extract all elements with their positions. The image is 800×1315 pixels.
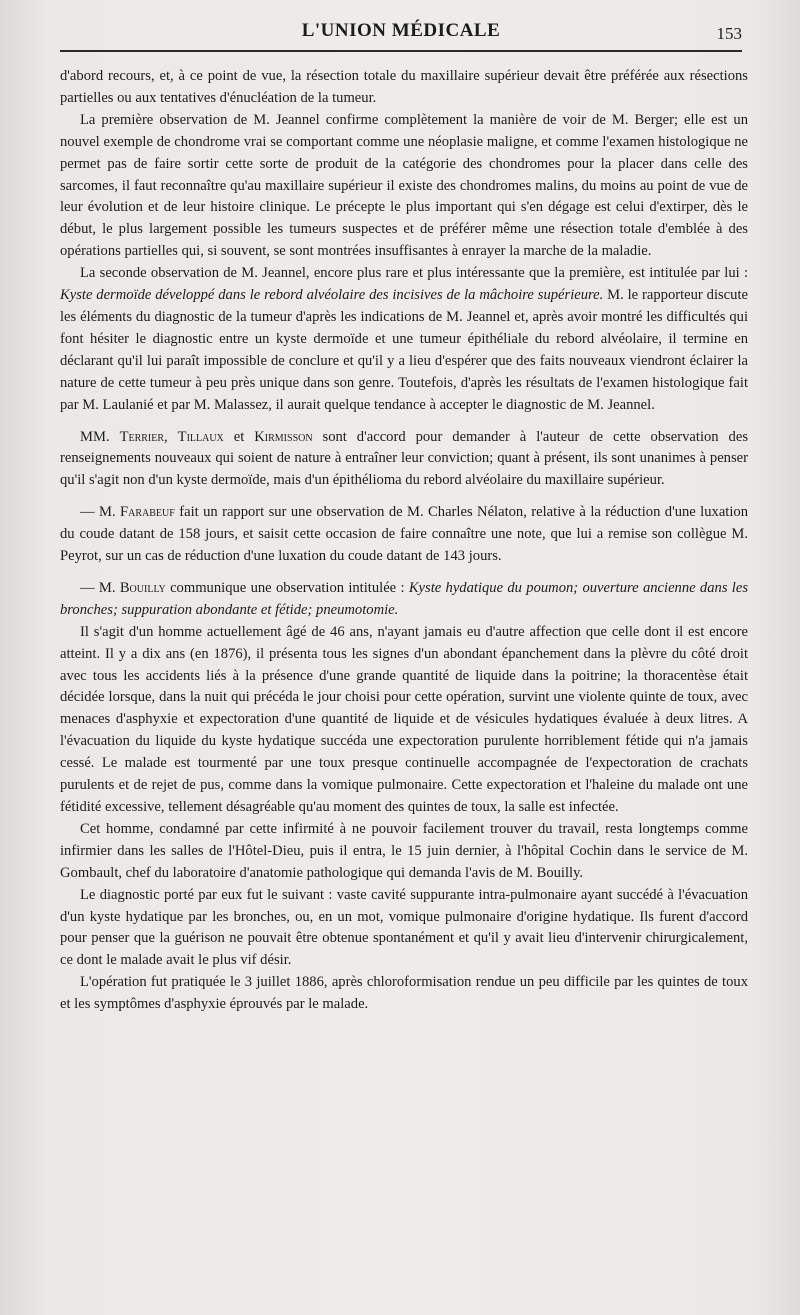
observation-title: Kyste dermoïde développé dans le rebord alvéolaire des incisives de la mâchoire supérieure. <box>60 287 604 304</box>
paragraph-4 <box>60 427 748 493</box>
paragraph-5-rest: fait un rapport sur une observation de M. Charles Nélaton, relative à la réduction d'une luxation du coude datant de 158 jours, et saisit cette occasion de faire connaître une note, que lui a remise son collègue M. Peyrot, sur un cas de réduction d'une luxation du coude datant de 143 jours. <box>60 504 749 565</box>
paragraph-7: Il s'agit d'un homme actuellement âgé de 46 ans, n'ayant jamais eu d'autre affection que celle dont il est encore atteint. Il y a dix ans (en 1876), il présenta tous les signes d'un abondant épanchement dans la plèvre du côté droit avec tous les accidents liés à la présence d'une grande quantité de liquide dans la poitrine; la thoracentèse était décidée lorsque, dans la nuit qui précéda le jour choisi pour cette opération, survint une violente quinte de toux, avec menaces d'asphyxie et expectoration d'une quantité de liquide et de vésicules hydatiques évaluée à deux litres. A l'évacuation du liquide du kyste hydatique succéda une expectoration purulente horriblement fétide qui n'a jamais cessé. Le malade est tourmenté par une toux presque continuelle accompagnée de l'expectoration de crachats purulents et de rejet de pus, comme dans la vomique pulmonaire. Cette expectoration et l'haleine du malade ont une fétidité excessive, tellement désagréable qu'au moment des quintes de toux, la salle est infectée. <box>60 623 748 815</box>
author-kirmisson: Kirmisson <box>254 428 313 445</box>
article-body <box>60 66 748 1016</box>
page-number: 153 <box>716 24 742 43</box>
paragraph-5-prefix: — M. <box>80 504 121 521</box>
paragraph-8: Cet homme, condamné par cette infirmité à ne pouvoir facilement trouver du travail, resta longtemps comme infirmier dans les salles de l'Hôtel-Dieu, puis il entra, le 15 juin dernier, à l'hôpital Cochin dans le service de M. Gombault, chef du laboratoire d'anatomie pathologique qui demanda l'avis de M. Bouilly. <box>60 820 748 881</box>
paragraph-6-prefix: — M. <box>80 579 120 596</box>
paragraph-2: La première observation de M. Jeannel confirme complètement la manière de voir de M. Berger; elle est un nouvel exemple de chondrome vrai se comportant comme une néoplasie maligne, et comme l'examen histologique ne permet pas de faire sortir cette sorte de produit de la catégorie des chondromes pour la placer dans celle des sarcomes, il faut reconnaître qu'au maxillaire supérieur il existe des chondromes malins, du moins au point de vue de leur évolution et de leur histoire clinique. Le précepte le plus important qui s'en dégage est celui d'extirper, dès le début, le plus largement possible les tumeurs suspectes et de préférer même une résection totale d'emblée à des opérations partielles qui, si souvent, se sont montrées insuffisantes à enrayer la marche de la maladie. <box>60 111 748 260</box>
paragraph-1: d'abord recours, et, à ce point de vue, la résection totale du maxillaire supérieur devait être préférée aux résections partielles ou aux tentatives d'énucléation de la tumeur. <box>60 68 748 106</box>
paragraph-5 <box>60 502 748 568</box>
paragraph-9: Le diagnostic porté par eux fut le suivant : vaste cavité suppurante intra-pulmonaire ayant succédé à l'évacuation d'un kyste hydatique par les bronches, ou, en un mot, vomique pulmonaire d'origine hydatique. Ils furent d'accord pour penser que la guérison ne pouvait être obtenue spontanément et qu'il y avait lieu d'intervenir chirurgicalement, ce dont le malade avait le plus vif désir. <box>60 886 748 969</box>
author-tillaux: Tillaux <box>177 428 224 445</box>
paragraph-3 <box>60 263 748 416</box>
author-terrier: Terrier <box>119 428 165 445</box>
page-header <box>60 18 742 52</box>
observation-title-2: Kyste hydatique du poumon; ouverture ancienne dans les bronches; suppuration abondante et fétide; pneumotomie. <box>60 579 749 618</box>
paragraph-6 <box>60 578 748 622</box>
separator-comma: , <box>164 428 178 445</box>
paragraph-3-rest: M. le rapporteur discute les éléments du diagnostic de la tumeur d'après les indications de M. Jeannel et, après avoir montré les difficultés qui font hésiter le diagnostic entre un kyste dermoïde et une tumeur épithéliale du rebord alvéolaire, il termine en déclarant qu'il lui paraît impossible de conclure et qu'il y a lieu d'espérer que des faits nouveaux viendront éclairer la nature de cette tumeur à peu près unique dans son genre. Toutefois, d'après les résultats de l'examen histologique fait par M. Laulanié et par M. Malassez, il aurait quelque tendance à accepter le diagnostic de M. Jeannel. <box>60 287 748 413</box>
separator-et: et <box>223 428 255 445</box>
paragraph-10: L'opération fut pratiquée le 3 juillet 1886, après chloroformisation rendue un peu difficile par les quintes de toux et les symptômes d'asphyxie éprouvés par le malade. <box>60 974 748 1013</box>
paragraph-6-mid: communique une observation intitulée : <box>165 579 409 596</box>
paragraph-4-prefix: MM. <box>80 428 120 445</box>
paragraph-3-intro: La seconde observation de M. Jeannel, encore plus rare et plus intéressante que la première, est intitulée par lui : <box>80 265 748 282</box>
paragraph-4-rest: sont d'accord pour demander à l'auteur de cette observation des renseignements nouveaux qui soient de nature à entraîner leur conviction; quant à présent, ils sont unanimes à penser qu'il s'agit non d'un kyste dermoïde, mais d'un épithélioma du rebord alvéolaire du maxillaire supérieur. <box>60 428 749 489</box>
journal-title: L'UNION MÉDICALE <box>301 20 501 41</box>
author-farabeuf: Farabeuf <box>120 504 175 521</box>
author-bouilly: Bouilly <box>119 579 166 596</box>
